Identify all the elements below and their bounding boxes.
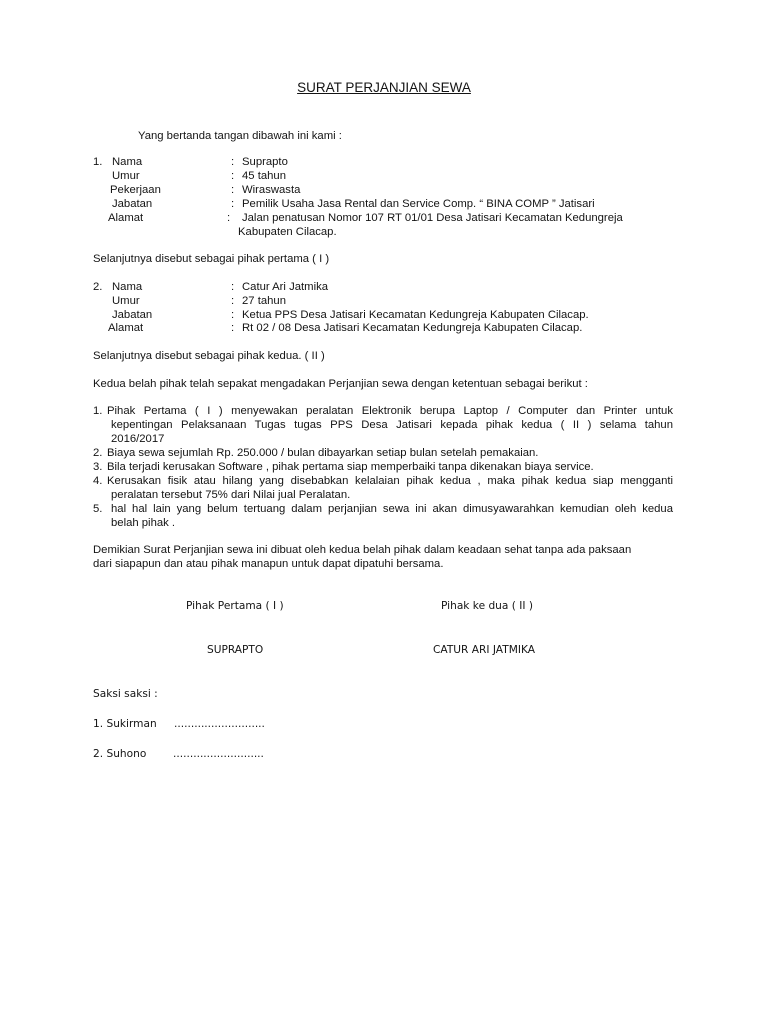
party-2-value-position: Ketua PPS Desa Jatisari Kecamatan Kedungreja Kabupaten Cilacap. [242, 309, 589, 321]
witnesses-heading: Saksi saksi : [93, 688, 158, 700]
party-2-label-age: Umur [112, 295, 140, 307]
term-2-line-1: Biaya sewa sejumlah Rp. 250.000 / bulan dibayarkan setiap bulan setelah pemakaian. [107, 447, 539, 459]
party-1-label-age: Umur [112, 170, 140, 182]
party-1-value-name: Suprapto [242, 156, 288, 168]
party-2-value-age: 27 tahun [242, 295, 286, 307]
term-3-line-1: Bila terjadi kerusakan Software , pihak pertama siap memperbaiki tanpa dikenakan biaya service. [107, 461, 594, 473]
document-title: SURAT PERJANJIAN SEWA [297, 80, 471, 95]
colon: : [227, 212, 231, 224]
term-4-number: 4. [93, 475, 103, 487]
term-2-number: 2. [93, 447, 103, 459]
party-1-number: 1. [93, 156, 103, 168]
term-4-line-1: Kerusakan fisik atau hilang yang disebabkan kelalaian pihak kedua , maka pihak kedua siap mengganti [107, 475, 673, 487]
signature-right-name: CATUR ARI JATMIKA [433, 644, 535, 656]
colon: : [231, 198, 235, 210]
term-5-number: 5. [93, 503, 103, 515]
party-1-value-position: Pemilik Usaha Jasa Rental dan Service Comp. “ BINA COMP ” Jatisari [242, 198, 595, 210]
witness-1-label: 1. Sukirman [93, 718, 157, 730]
party-1-label-address: Alamat [108, 212, 144, 224]
party-1-value-address-cont: Kabupaten Cilacap. [238, 226, 337, 238]
party-1-label-position: Jabatan [112, 198, 153, 210]
witness-1-dots: ........................... [174, 718, 265, 730]
closing-line-2: dari siapapun dan atau pihak manapun untuk dapat dipatuhi bersama. [93, 558, 444, 570]
party-1-designation: Selanjutnya disebut sebagai pihak pertama ( I ) [93, 253, 330, 265]
party-2-value-name: Catur Ari Jatmika [242, 281, 329, 293]
party-2-designation: Selanjutnya disebut sebagai pihak kedua. ( II ) [93, 350, 325, 362]
party-2-value-address: Rt 02 / 08 Desa Jatisari Kecamatan Kedungreja Kabupaten Cilacap. [242, 322, 583, 334]
term-1-line-1: Pihak Pertama ( I ) menyewakan peralatan Elektronik berupa Laptop / Computer dan Printer untuk [107, 405, 673, 417]
colon: : [231, 322, 235, 334]
party-2-number: 2. [93, 281, 103, 293]
closing-line-1: Demikian Surat Perjanjian sewa ini dibuat oleh kedua belah pihak dalam keadaan sehat tanpa ada paksaan [93, 544, 632, 556]
signature-right-label: Pihak ke dua ( II ) [441, 600, 533, 612]
term-5-line-2: belah pihak . [111, 517, 176, 529]
colon: : [231, 184, 235, 196]
term-1-number: 1. [93, 405, 103, 417]
party-2-label-position: Jabatan [112, 309, 153, 321]
party-1-label-name: Nama [112, 156, 143, 168]
agreement-intro: Kedua belah pihak telah sepakat mengadakan Perjanjian sewa dengan ketentuan sebagai berikut : [93, 378, 588, 390]
term-1-line-3: 2016/2017 [111, 433, 165, 445]
signature-left-label: Pihak Pertama ( I ) [186, 600, 284, 612]
colon: : [231, 295, 235, 307]
witness-2-dots: ........................... [173, 748, 264, 760]
colon: : [231, 170, 235, 182]
party-1-value-job: Wiraswasta [242, 184, 301, 196]
term-4-line-2: peralatan tersebut 75% dari Nilai jual Peralatan. [111, 489, 351, 501]
witness-2-label: 2. Suhono [93, 748, 147, 760]
party-2-label-address: Alamat [108, 322, 144, 334]
colon: : [231, 281, 235, 293]
intro-text: Yang bertanda tangan dibawah ini kami : [138, 130, 342, 142]
term-5-line-1: hal hal lain yang belum tertuang dalam perjanjian sewa ini akan dimusyawarahkan kemudian oleh kedua [111, 503, 673, 515]
colon: : [231, 156, 235, 168]
term-1-line-2: kepentingan Pelaksanaan Tugas tugas PPS Desa Jatisari kepada pihak kedua ( II ) selama tahun [111, 419, 673, 431]
party-1-value-address: Jalan penatusan Nomor 107 RT 01/01 Desa Jatisari Kecamatan Kedungreja [242, 212, 623, 224]
party-1-value-age: 45 tahun [242, 170, 286, 182]
signature-left-name: SUPRAPTO [207, 644, 264, 656]
party-2-label-name: Nama [112, 281, 143, 293]
colon: : [231, 309, 235, 321]
party-1-label-job: Pekerjaan [110, 184, 161, 196]
term-3-number: 3. [93, 461, 103, 473]
